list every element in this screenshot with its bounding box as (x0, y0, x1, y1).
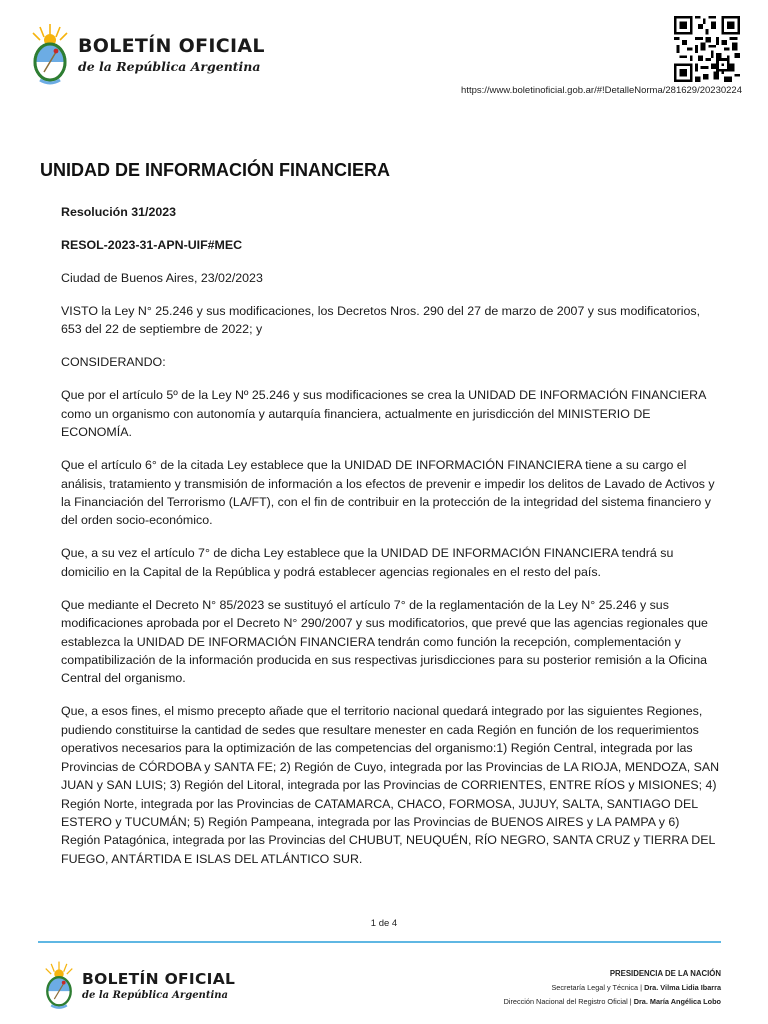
logo-title: BOLETÍN OFICIAL (78, 34, 265, 57)
argentina-seal-icon (26, 22, 74, 86)
official-name: Dra. Vilma Lidia Ibarra (644, 983, 721, 992)
logo-subtitle: de la República Argentina (78, 58, 261, 74)
footer-line-1 (504, 981, 721, 995)
paragraph: Que, a su vez el artículo 7° de dicha Ley establece que la UNIDAD DE INFORMACIÓN FINANCIERA tendrá su domicilio en la Capital de la República y podrá establecer agencias regionales en el resto del país. (61, 546, 674, 579)
document-body (61, 203, 721, 883)
paragraph: Que el artículo 6° de la citada Ley establece que la UNIDAD DE INFORMACIÓN FINANCIERA tiene a su cargo el análisis, tratamiento y transmisión de información a los efectos de prevenir e impedir los delitos de Lavado de Activos y la Financiación del Terrorismo (LA/FT), con el fin de contribuir en la protección de la integridad del sistema financiero y del orden socio-económico. (61, 458, 715, 528)
office-name: Secretaría Legal y Técnica (551, 983, 639, 992)
organization-title: UNIDAD DE INFORMACIÓN FINANCIERA (40, 160, 390, 180)
place-date: Ciudad de Buenos Aires, 23/02/2023 (61, 271, 263, 285)
paragraph-considerando: CONSIDERANDO: (61, 355, 166, 370)
argentina-seal-icon (40, 960, 78, 1010)
separator: | (640, 983, 643, 992)
boletin-logo[interactable] (26, 22, 265, 86)
header (26, 22, 742, 102)
page-number: 1 de 4 (370, 918, 398, 929)
footer-line-2 (504, 995, 721, 1009)
paragraph: Que por el artículo 5º de la Ley Nº 25.246 y sus modificaciones se crea la UNIDAD DE INFORMACIÓN FINANCIERA como un organismo con autonomía y autarquía financiera, actualmente en jurisdicción del MINISTERIO DE ECONOMÍA. (61, 388, 706, 440)
separator: | (629, 997, 632, 1006)
presidency-label: PRESIDENCIA DE LA NACIÓN (609, 969, 721, 978)
document-url[interactable]: https://www.boletinoficial.gob.ar/#!DetalleNorma/281629/20230224 (461, 85, 742, 96)
resolution-number: Resolución 31/2023 (61, 205, 177, 219)
paragraph: Que, a esos fines, el mismo precepto añade que el territorio nacional quedará integrado por las siguientes Regiones, pudiendo constituirse la cantidad de sedes que resultare menester en cada Región en función de los requerimientos operativos necesarios para la optimización de las competencias del organismo:1) Región Central, integrada por las Provincias de CÓRDOBA y SANTA FE; 2) Región de Cuyo, integrada por las Provincias de LA RIOJA, MENDOZA, SAN JUAN y SAN LUIS; 3) Región del Litoral, integrada por las Provincias de CORRIENTES, ENTRE RÍOS y MISIONES; 4) Región Norte, integrada por las Provincias de CATAMARCA, CHACO, FORMOSA, JUJUY, SALTA, SANTIAGO DEL ESTERO y TUCUMÁN; 5) Región Pampeana, integrada por las Provincias de BUENOS AIRES y LA PAMPA y 6) Región Patagónica, integrada por las Provincias del CHUBUT, NEUQUÉN, RÍO NEGRO, SANTA CRUZ y TIERRA DEL FUEGO, ANTÁRTIDA E ISLAS DEL ATLÁNTICO SUR. (61, 704, 720, 866)
footer-logo-subtitle: de la República Argentina (82, 989, 228, 1001)
resolution-reference: RESOL-2023-31-APN-UIF#MEC (61, 238, 243, 252)
office-name: Dirección Nacional del Registro Oficial (503, 997, 628, 1006)
footer-credits (504, 967, 721, 1009)
qr-code-icon[interactable] (674, 16, 740, 82)
footer-divider (38, 941, 721, 943)
paragraph-visto: VISTO la Ley N° 25.246 y sus modificaciones, los Decretos Nros. 290 del 27 de marzo de 2007 y sus modificatorios, 653 del 22 de septiembre de 2022; y (61, 304, 701, 337)
paragraph: Que mediante el Decreto N° 85/2023 se sustituyó el artículo 7° de la reglamentación de la Ley N° 25.246 y sus modificaciones aprobada por el Decreto N° 290/2007 y sus modificatorios, que prevé que las agencias regionales que establezca la UNIDAD DE INFORMACIÓN FINANCIERA tendrán como función la recepción, complementación y compatibilización de la información producida en sus respectivas jurisdicciones para su posterior remisión a la Oficina Central del organismo. (61, 597, 708, 686)
footer-logo-title: BOLETÍN OFICIAL (82, 969, 236, 988)
official-name: Dra. María Angélica Lobo (633, 997, 721, 1006)
footer-boletin-logo[interactable] (40, 960, 235, 1010)
